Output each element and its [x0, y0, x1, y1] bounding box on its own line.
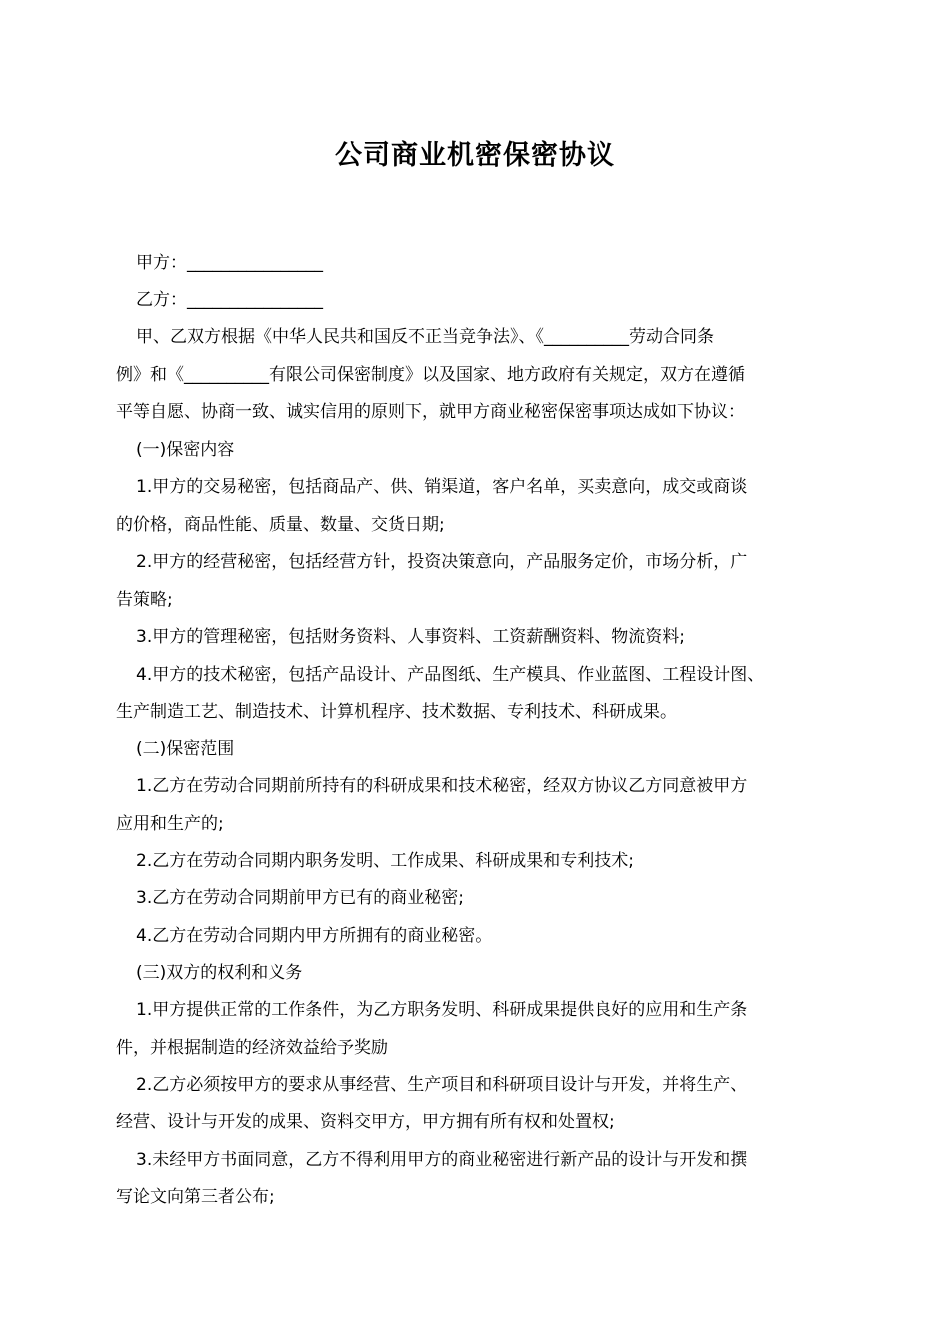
- paragraph-line: 生产制造工艺、制造技术、计算机程序、技术数据、专利技术、科研成果。: [116, 702, 677, 722]
- document-title: 公司商业机密保密协议: [335, 140, 615, 171]
- section-heading-2: (二)保密范围: [136, 739, 235, 759]
- paragraph-line: 4.乙方在劳动合同期内甲方所拥有的商业秘密。: [136, 926, 493, 946]
- paragraph-line: 写论文向第三者公布;: [116, 1187, 275, 1207]
- paragraph-line: 2.乙方必须按甲方的要求从事经营、生产项目和科研项目设计与开发，并将生产、: [136, 1075, 748, 1095]
- party-a-line: 甲方：________________: [136, 253, 323, 273]
- section-heading-3: (三)双方的权利和义务: [136, 963, 303, 983]
- paragraph-line: 3.未经甲方书面同意，乙方不得利用甲方的商业秘密进行新产品的设计与开发和撰: [136, 1150, 748, 1170]
- preamble-line-3: 平等自愿、协商一致、诚实信用的原则下，就甲方商业秘密保密事项达成如下协议：: [116, 402, 745, 422]
- paragraph-line: 件，并根据制造的经济效益给予奖励: [116, 1038, 388, 1058]
- paragraph-line: 告策略;: [116, 590, 173, 610]
- paragraph-line: 应用和生产的;: [116, 814, 224, 834]
- paragraph-line: 2.乙方在劳动合同期内职务发明、工作成果、科研成果和专利技术;: [136, 851, 634, 871]
- paragraph-line: 1.甲方的交易秘密，包括商品产、供、销渠道，客户名单，买卖意向，成交或商谈: [136, 477, 748, 497]
- paragraph-line: 1.甲方提供正常的工作条件，为乙方职务发明、科研成果提供良好的应用和生产条: [136, 1000, 748, 1020]
- paragraph-line: 3.乙方在劳动合同期前甲方已有的商业秘密;: [136, 888, 464, 908]
- paragraph-line: 4.甲方的技术秘密，包括产品设计、产品图纸、生产模具、作业蓝图、工程设计图、: [136, 665, 765, 685]
- section-heading-1: (一)保密内容: [136, 440, 235, 460]
- paragraph-line: 1.乙方在劳动合同期前所持有的科研成果和技术秘密，经双方协议乙方同意被甲方: [136, 776, 748, 796]
- preamble-line-2: 例》和《__________有限公司保密制度》以及国家、地方政府有关规定，双方在遵循: [116, 365, 745, 385]
- paragraph-line: 的价格，商品性能、质量、数量、交货日期;: [116, 515, 445, 535]
- paragraph-line: 3.甲方的管理秘密，包括财务资料、人事资料、工资薪酬资料、物流资料;: [136, 627, 685, 647]
- party-b-line: 乙方：________________: [136, 290, 323, 310]
- paragraph-line: 2.甲方的经营秘密，包括经营方针，投资决策意向，产品服务定价，市场分析，广: [136, 552, 748, 572]
- preamble-line-1: 甲、乙双方根据《中华人民共和国反不正当竞争法》、《__________劳动合同条: [136, 327, 714, 347]
- paragraph-line: 经营、设计与开发的成果、资料交甲方，甲方拥有所有权和处置权;: [116, 1112, 615, 1132]
